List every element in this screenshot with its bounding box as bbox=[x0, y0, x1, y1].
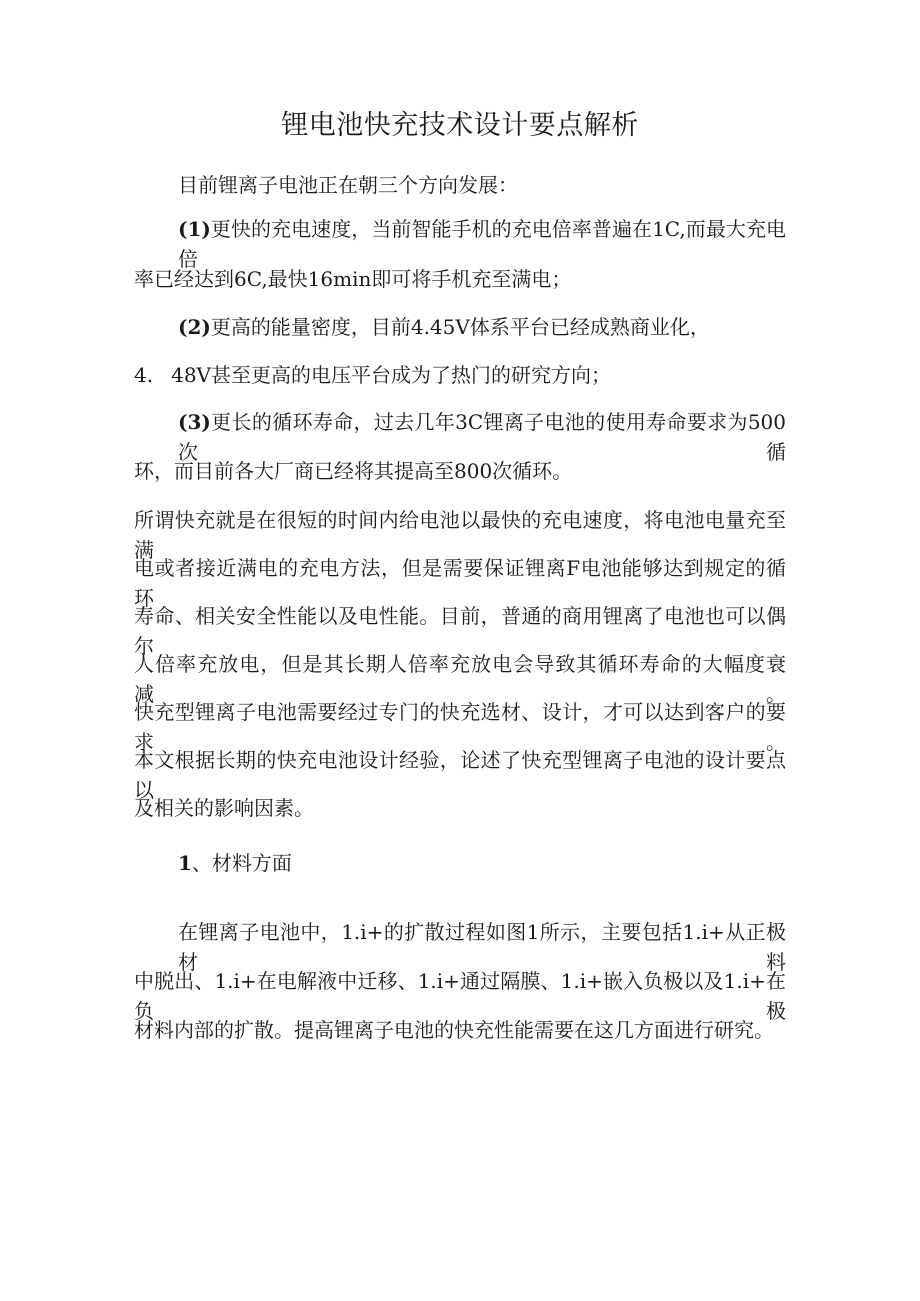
para2-line: 电或者接近满电的充电方法，但是需要保证锂离F电池能够达到规定的循环 bbox=[134, 556, 786, 610]
page-title: 锂电池快充技术设计要点解析 bbox=[281, 110, 639, 141]
para3-line: 中脱出、1.i+在电解液中迁移、1.i+通过隔膜、1.i+嵌入负极以及1.i+在负极 bbox=[134, 969, 786, 1023]
point-2-line-2 bbox=[134, 360, 611, 390]
point-2-text: 更高的能量密度，目前4.45V体系平台已经成熟商业化， bbox=[210, 315, 710, 339]
point-1-number: (1) bbox=[178, 217, 211, 241]
section-label: 、材料方面 bbox=[191, 851, 292, 875]
para2-line: 及相关的影响因素。 bbox=[134, 796, 314, 820]
section-heading bbox=[178, 848, 292, 878]
point-2-line-1 bbox=[178, 312, 710, 342]
para2-line: 快充型锂离子电池需要经过专门的快充选材、设计，才可以达到客户的要求。 bbox=[134, 700, 786, 754]
para3-line: 材料内部的扩散。提高锂离子电池的快充性能需要在这几方面进行研究。 bbox=[134, 1018, 774, 1042]
para2-line: 寿命、相关安全性能以及电性能。目前，普通的商用锂离了电池也可以偶尔 bbox=[134, 604, 786, 658]
point-1-text: 更快的充电速度，当前智能手机的充电倍率普遍在1C,而最大充电倍 bbox=[178, 217, 786, 271]
para2-line: 本文根据长期的快充电池设计经验，论述了快充型锂离子电池的设计要点以 bbox=[134, 748, 786, 802]
para3-line: 在锂离子电池中，1.i+的扩散过程如图1所示，主要包括1.i+从正极材料 bbox=[178, 920, 786, 974]
intro-line: 目前锂离子电池正在朝三个方向发展： bbox=[178, 173, 518, 197]
section-number: 1 bbox=[178, 851, 192, 875]
point-2-number: (2) bbox=[178, 315, 211, 339]
para2-line: 人倍率充放电，但是其长期人倍率充放电会导致其循环寿命的大幅度衰减。 bbox=[134, 652, 786, 706]
point-3-text: 更长的循环寿命，过去几年3C锂离子电池的使用寿命要求为500次循 bbox=[178, 410, 786, 464]
point-2-line-2-prefix: 4. bbox=[134, 363, 154, 387]
para2-line: 所谓快充就是在很短的时间内给电池以最快的充电速度，将电池电量充至满 bbox=[134, 508, 786, 562]
point-1-line-2: 率已经达到6C,最快16min即可将手机充至满电； bbox=[134, 267, 572, 291]
point-3-line-2: 环，而目前各大厂商已经将其提高至800次循环。 bbox=[134, 459, 573, 483]
point-3-number: (3) bbox=[178, 410, 211, 434]
point-2-line-2-text: 48V甚至更高的电压平台成为了热门的研究方向； bbox=[171, 363, 611, 387]
